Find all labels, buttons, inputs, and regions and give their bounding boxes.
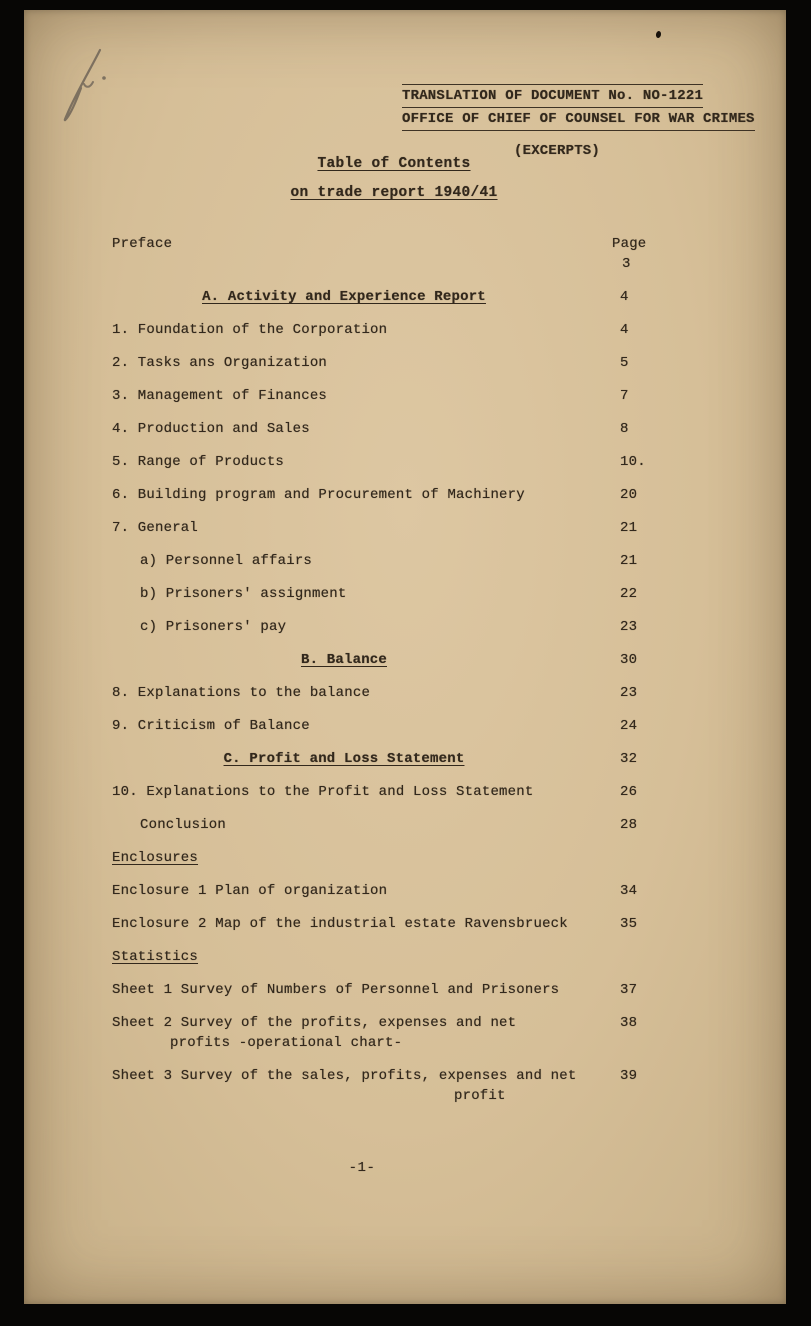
toc-page-number: 23 [620, 619, 638, 635]
toc-row-heading [112, 848, 668, 868]
toc-page-number: 35 [620, 916, 638, 932]
document-page [24, 10, 786, 1304]
toc-page-number: 8 [620, 421, 629, 437]
toc-page-number: 34 [620, 883, 638, 899]
toc-row [112, 1013, 668, 1053]
toc-row [112, 782, 668, 802]
ink-speck [655, 30, 662, 38]
toc-entry-text: Sheet 2 Survey of the profits, expenses and net [112, 1015, 517, 1031]
toc-entry-text: 2. Tasks ans Organization [112, 355, 328, 371]
header-line-1: TRANSLATION OF DOCUMENT No. NO-1221 [402, 84, 703, 108]
toc-row-sub [112, 815, 668, 835]
toc-group-heading: Enclosures [112, 850, 199, 866]
toc-row-section [112, 749, 668, 769]
toc-row-heading [112, 947, 668, 967]
toc-row [112, 419, 668, 439]
toc-row [112, 1066, 668, 1106]
toc-entry-text: 10. Explanations to the Profit and Loss Statement [112, 784, 534, 800]
toc-entry-text: Conclusion [140, 817, 227, 833]
toc-entry-text: 1. Foundation of the Corporation [112, 322, 388, 338]
toc-page-number: 4 [620, 322, 629, 338]
toc-page-number: 28 [620, 817, 638, 833]
document-header [402, 84, 755, 161]
page-number-footer: -1- [348, 1160, 376, 1176]
toc-entry-text-line2: profits -operational chart- [170, 1035, 403, 1051]
toc-entry-text: 6. Building program and Procurement of Machinery [112, 487, 525, 503]
toc-section-heading: C. Profit and Loss Statement [223, 751, 465, 767]
page-column [610, 234, 668, 274]
header-line-2: OFFICE OF CHIEF OF COUNSEL FOR WAR CRIMES [402, 110, 755, 131]
toc-entry-text-line2: profit [454, 1088, 506, 1104]
table-of-contents [112, 234, 668, 1119]
toc-page-number: 32 [620, 751, 638, 767]
toc-page-number: 22 [620, 586, 638, 602]
toc-entry-text: Sheet 1 Survey of Numbers of Personnel and Prisoners [112, 982, 560, 998]
toc-section-heading: A. Activity and Experience Report [202, 289, 486, 305]
toc-row [112, 320, 668, 340]
toc-row [112, 485, 668, 505]
toc-page-number: 5 [620, 355, 629, 371]
toc-page-number: 23 [620, 685, 638, 701]
toc-page-number: 30 [620, 652, 638, 668]
toc-page-number: 39 [620, 1068, 638, 1084]
toc-entry-text: Enclosure 2 Map of the industrial estate Ravensbrueck [112, 916, 568, 932]
toc-row [112, 980, 668, 1000]
toc-row [112, 716, 668, 736]
toc-page-number: 21 [620, 553, 638, 569]
toc-row [112, 683, 668, 703]
toc-entry-text: b) Prisoners' assignment [140, 586, 347, 602]
toc-page-number: 24 [620, 718, 638, 734]
toc-row-sub [112, 617, 668, 637]
toc-entry-text: 3. Management of Finances [112, 388, 328, 404]
toc-row-sub [112, 551, 668, 571]
toc-entry-text: a) Personnel affairs [140, 553, 313, 569]
toc-page-number: 4 [620, 289, 629, 305]
toc-entry-text: 4. Production and Sales [112, 421, 310, 437]
toc-page-number: 37 [620, 982, 638, 998]
toc-page-number: 7 [620, 388, 629, 404]
toc-entry-text: c) Prisoners' pay [140, 619, 287, 635]
toc-entry-text: 5. Range of Products [112, 454, 285, 470]
toc-group-heading: Statistics [112, 949, 199, 965]
toc-row [112, 881, 668, 901]
toc-page-number: 38 [620, 1015, 638, 1031]
toc-entry-text: Sheet 3 Survey of the sales, profits, expenses and net [112, 1068, 577, 1084]
toc-row-preface [112, 234, 668, 274]
toc-entry-text: Enclosure 1 Plan of organization [112, 883, 388, 899]
toc-section-heading: B. Balance [300, 652, 387, 668]
toc-row [112, 452, 668, 472]
toc-entry-text: 9. Criticism of Balance [112, 718, 310, 734]
toc-page-number: 21 [620, 520, 638, 536]
toc-page-number: 20 [620, 487, 638, 503]
toc-row-section [112, 287, 668, 307]
toc-entry-text: 8. Explanations to the balance [112, 685, 371, 701]
page-column-label: Page [612, 236, 647, 252]
title-block [279, 156, 509, 201]
toc-row [112, 386, 668, 406]
document-title: Table of Contents [317, 156, 471, 172]
toc-page-number: 10. [620, 454, 646, 470]
toc-row [112, 353, 668, 373]
toc-row [112, 518, 668, 538]
header-line-3: (EXCERPTS) [514, 143, 601, 159]
toc-page-number: 3 [622, 256, 631, 272]
toc-entry-text: Preface [112, 236, 173, 252]
document-subtitle: on trade report 1940/41 [290, 185, 498, 201]
toc-row-section [112, 650, 668, 670]
handwritten-mark [54, 44, 118, 124]
toc-row [112, 914, 668, 934]
toc-row-sub [112, 584, 668, 604]
toc-page-number: 26 [620, 784, 638, 800]
toc-entry-text: 7. General [112, 520, 199, 536]
